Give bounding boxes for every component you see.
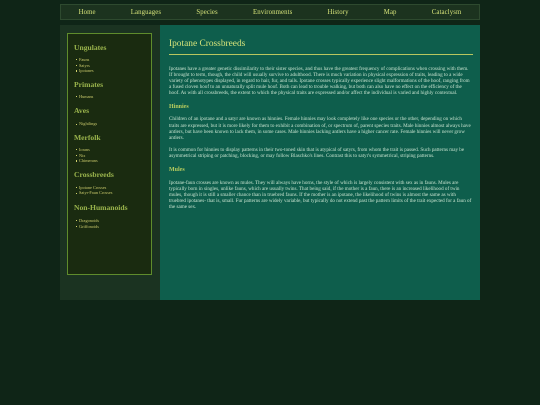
page-title: Ipotane Crossbreeds (169, 39, 246, 49)
nav-languages-link[interactable]: Languages (130, 8, 162, 16)
sidebar-list-primates (74, 94, 151, 100)
sidebar-link-iorans[interactable]: Iorans (76, 147, 151, 153)
sidebar-list-crossbreeds (74, 185, 151, 196)
nav-cataclysm-link[interactable]: Cataclysm (431, 8, 462, 16)
sidebar-link-ipotane-crosses[interactable]: Ipotane Crosses (76, 185, 151, 191)
sidebar-link-satyr-faun-crosses[interactable]: Satyr-Faun Crosses (76, 190, 151, 196)
sidebar-heading-primates: Primates (74, 79, 104, 89)
sidebar-section-aves (74, 106, 151, 127)
sidebar-section-primates (74, 80, 151, 100)
sidebar-link-griffonoids[interactable]: Griffonoids (76, 224, 151, 230)
sidebar-list-aves (74, 121, 151, 127)
sidebar-heading-non-humanoids: Non-Humanoids (74, 202, 128, 212)
sidebar-heading-crossbreeds: Crossbreeds (74, 169, 114, 179)
hinnies-heading: Hinnies (169, 104, 189, 111)
sidebar-link-ipotanes[interactable]: Ipotanes (76, 68, 151, 74)
top-nav (60, 4, 480, 20)
sidebar-link-humans[interactable]: Humans (76, 94, 151, 100)
sidebar-section-non-humanoids (74, 203, 151, 229)
sidebar-link-satyrs[interactable]: Satyrs (76, 63, 151, 69)
content-area (60, 25, 480, 300)
nav-species-link[interactable]: Species (196, 8, 218, 16)
sidebar-heading-ungulates: Ungulates (74, 43, 107, 52)
sidebar-heading-aves: Aves (74, 106, 90, 116)
sidebar-section-ungulates (74, 43, 151, 74)
mules-paragraph: Ipotane-faun crosses are known as mules. They will always have horns, the style of which is largely consistent with sex as in fauns. Mules are typically born in singles, unlike fauns, which are usually twins. That being said, if the mother is a faun, there is an increased likelihood of twin mules, though it is still a smaller chance than in truebred fauns. If the mother is an ipotane, the likelihood of twins is almost the same as with truebred ipotanes- that is, small. Fur patterns are widely variable, but typically do not extend past the pattern limits of the trait expected for a faun of the same sex. (169, 180, 472, 211)
sidebar-list-merfolk (74, 147, 151, 164)
sidebar (67, 33, 152, 275)
nav-environments-link[interactable]: Environments (252, 8, 293, 16)
intro-paragraph: Ipotanes have a greater genetic dissimilarity to their sister species, and thus have the greatest frequency of complications when crossing with them. If brought to term, though, the child will usually survive to adulthood. There is much variation in physical expression of traits, leading to a wide variety of phenotypes displayed, in regard to hair, fur, and tails. Ipotane crosses typically experience slight malformations of the hoof, ranging from a fused cloven hoof to an unnaturally split mule hoof. Both can lead to trouble walking, but both can also have no effect on the efficiency of the hoof. As with all crossbreeds, the extent to which the physical traits are expressed and/or affect the individual is varied and highly contextual. (169, 66, 470, 97)
sidebar-heading-merfolk: Merfolk (74, 132, 101, 142)
main-panel (160, 25, 480, 300)
hinnies-paragraph-2: It is common for hinnies to display patterns in their two-toned skin that is atypical of satyrs, from whom the trait is passed. Such patterns may be asymmetrical striping or patching, blocking, or may follow Blaschko's lines. Contrast this to satyr's symmetrical, striping patterns. (169, 146, 465, 159)
title-divider (169, 54, 473, 55)
sidebar-section-merfolk (74, 133, 151, 164)
article-body (169, 66, 473, 217)
sidebar-link-nix[interactable]: Nix (76, 153, 151, 159)
sidebar-link-nightlings[interactable]: Nightlings (76, 121, 151, 127)
sidebar-link-chimerans[interactable]: Chimerans (76, 158, 151, 164)
hinnies-paragraph-1: Children of an ipotane and a satyr are known as hinnies. Female hinnies may look completely like one species or the other, depending on which traits are expressed, but it is more likely for them to exhibit a combination of, or spectrum of, parent species traits. Male hinnies almost always have antlers, but have been known to lack them, in some cases. Male hinnies lacking antlers have a higher cancer rate. Female hinnies will never grow antlers. (169, 116, 471, 141)
sidebar-list-non-humanoids (74, 218, 151, 229)
sidebar-link-dragonoids[interactable]: Dragonoids (76, 218, 151, 224)
mules-heading: Mules (169, 167, 185, 174)
nav-home-link[interactable]: Home (78, 8, 96, 16)
nav-history-link[interactable]: History (327, 8, 349, 16)
sidebar-link-fauns[interactable]: Fauns (76, 57, 151, 63)
sidebar-section-crossbreeds (74, 170, 151, 196)
sidebar-column (60, 25, 160, 300)
nav-map-link[interactable]: Map (383, 8, 397, 16)
sidebar-list-ungulates (74, 57, 151, 74)
